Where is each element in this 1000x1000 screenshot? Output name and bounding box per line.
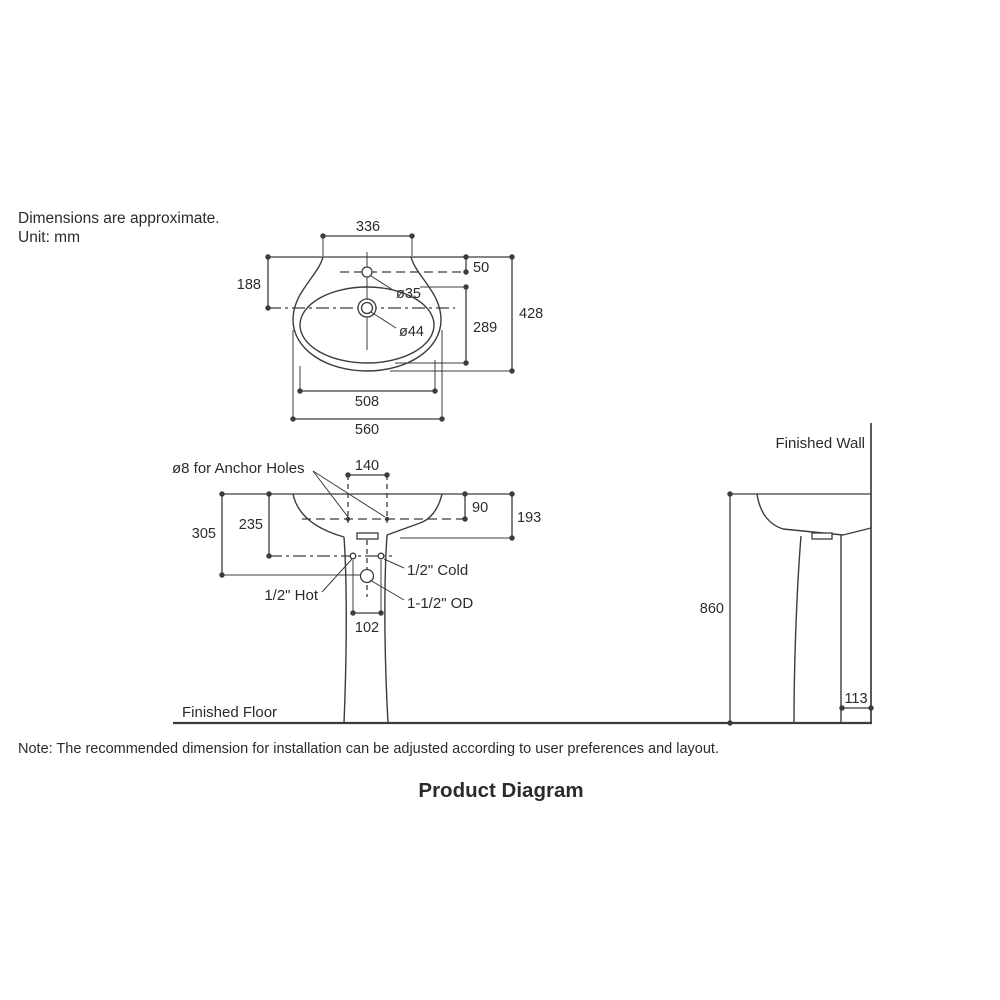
pedestal-right-edge (385, 535, 388, 723)
dim-text-113: 113 (844, 691, 868, 707)
dim-text-193: 193 (517, 510, 542, 526)
dim-text-140: 140 (354, 458, 380, 474)
finished-floor-label: Finished Floor (182, 704, 278, 721)
dim-text-305: 305 (191, 526, 216, 542)
dim-113 (842, 691, 871, 708)
faucet-dia-text: ø35 (396, 286, 421, 302)
dim-235 (239, 494, 269, 556)
dim-text-428: 428 (519, 306, 544, 322)
dim-text-336: 336 (355, 219, 381, 235)
anchor-hole-left (346, 517, 350, 521)
faucet-hole (362, 267, 372, 277)
dim-text-560: 560 (354, 422, 380, 438)
drain-od-label: 1-1/2" OD (407, 595, 474, 612)
finished-wall-label: Finished Wall (775, 435, 865, 452)
side-view (700, 423, 871, 723)
hot-label: 1/2" Hot (264, 587, 318, 604)
front-view (172, 458, 541, 723)
basin-left-curve (293, 494, 344, 537)
pedestal-left-edge (344, 537, 346, 723)
dim-50 (466, 257, 489, 276)
drain-dia-leader (371, 312, 396, 328)
header-line2: Unit: mm (18, 229, 80, 246)
header-line1: Dimensions are approximate. (18, 210, 220, 227)
installation-note: Note: The recommended dimension for installation can be adjusted according to user preferences and layout. (18, 741, 719, 757)
dim-text-289: 289 (473, 320, 498, 336)
drain-hole-inner (362, 303, 373, 314)
dim-text-188: 188 (236, 277, 261, 293)
side-basin-front-curve (757, 494, 783, 529)
dim-90 (465, 494, 488, 519)
side-pedestal-front-edge (794, 536, 801, 723)
top-view (237, 219, 543, 438)
fixing-slot (357, 533, 378, 539)
side-underside-to-wall (843, 528, 871, 535)
dim-336 (323, 219, 412, 256)
dim-text-508: 508 (354, 394, 380, 410)
dim-text-50: 50 (473, 260, 490, 276)
basin-right-curve (387, 494, 442, 535)
hot-supply-hole (350, 553, 356, 559)
cold-leader (384, 559, 404, 568)
side-fixing-slot (812, 533, 832, 539)
anchor-hole-right (385, 517, 389, 521)
dim-140 (348, 458, 387, 475)
dim-860 (700, 494, 730, 723)
cold-label: 1/2" Cold (407, 562, 469, 579)
drain-od-leader (370, 580, 404, 600)
dim-188 (237, 257, 268, 308)
dim-508 (300, 360, 435, 410)
dim-text-235: 235 (238, 517, 263, 533)
drain-dia-text: ø44 (399, 324, 424, 340)
dim-193 (400, 494, 541, 538)
dim-text-860: 860 (699, 601, 724, 617)
dim-text-90: 90 (472, 500, 489, 516)
page-title: Product Diagram (418, 779, 584, 802)
dim-text-102: 102 (354, 620, 380, 636)
cold-supply-hole (378, 553, 384, 559)
anchor-note-text: ø8 for Anchor Holes (172, 460, 305, 477)
